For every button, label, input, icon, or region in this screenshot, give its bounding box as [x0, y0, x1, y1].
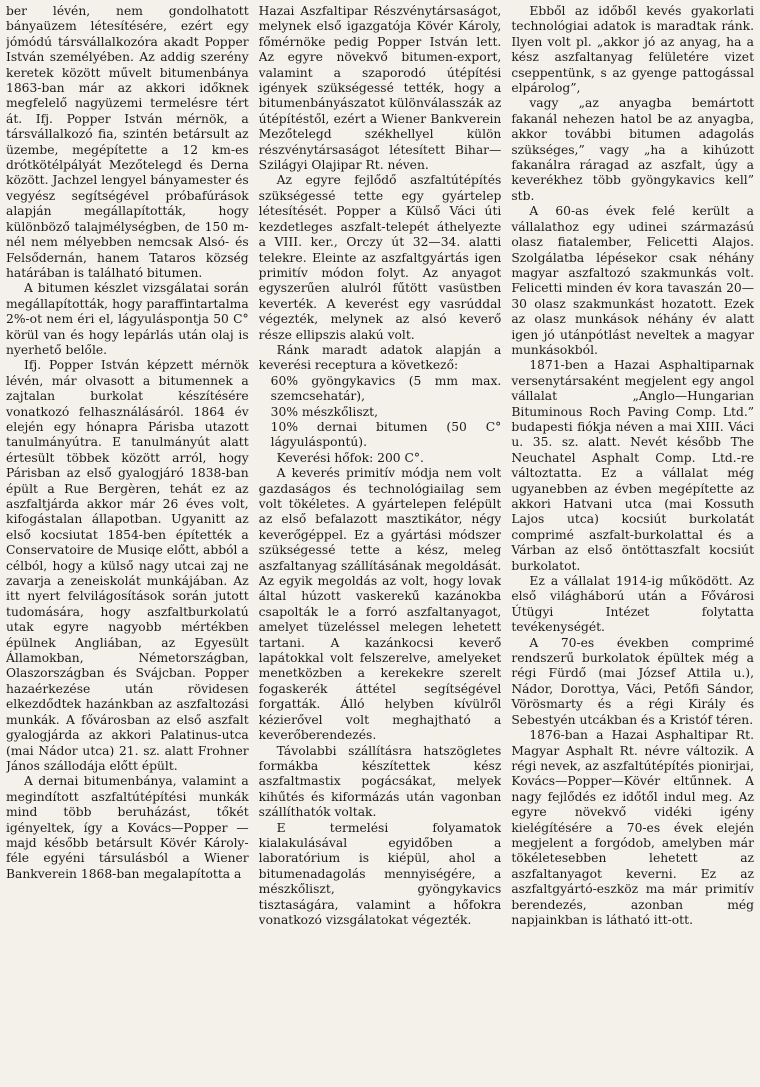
paragraph: A bitumen készlet vizsgálatai során megállapították, hogy paraffintartalma 2%-ot nem éri el, lágyuláspontja 50 C° körül van és hogy lepárlás után olaj is nyerhető belőle. — [6, 281, 249, 357]
paragraph: Ebből az időből kevés gyakorlati technológiai adatok is maradtak ránk. Ilyen volt pl. „akkor jó az anyag, ha a kész aszfaltanyag felületére vizet cseppentünk, s az gyenge pattogással elpárolog”, — [511, 4, 755, 96]
paragraph: Ránk maradt adatok alapján a keverési receptura a következő: — [258, 342, 502, 373]
text-column-3 — [511, 4, 754, 1087]
paragraph: Hazai Aszfaltipar Részvénytársaságot, melynek első igazgatója Kövér Károly, főmérnöke pedig Popper István lett. Az egyre növekvő bitumen-export, valamint a szaporodó útépítési igények szükségessé tették, hogy a bitumenbányászatot különválasszák az útépítéstől, ezért a Wiener Bankverein Mezőtelegd székhellyel külön részvénytársaságot létesített Bihar—Szilágyi Olajipar Rt. néven. — [258, 4, 502, 173]
paragraph: Ifj. Popper István képzett mérnök lévén, már olvasott a bitumennek a zajtalan burkolat készítésére vonatkozó felhasználásáról. 1864 év elején egy hónapra Párisba utazott tanulmányútra. E tanulmányút alatt értesült többek között arról, hogy Párisban az első gyalogjáró 1838-ban épült a Rue Bergèren, tehát ez az aszfaltjárda akkor már 26 éves volt, kifogástalan állapotban. Ugyanitt az első kocsiutat 1854-ben építették a Conservatoire de Musiqe előtt, abból a célból, hogy a külső nagy utcai zaj ne zavarja a zeneiskolát munkájában. Az itt nyert felvilágosítások során jutott tudomására, hogy aszfaltburkolatú utak egyre nagyobb mértékben épülnek Angliában, az Egyesült Államokban, Németországban, Olaszországban és Svájcban. Popper hazaérkezése után rövidesen elkezdődtek hazánkban az aszfaltozási munkák. A fővárosban az első aszfalt gyalogjárda az akkori Palatinus-utca (mai Nádor utca) 21. sz. alatt Frohner János szállodája előtt épült. — [6, 358, 249, 773]
paragraph: A dernai bitumenbánya, valamint a megindított aszfaltútépítési munkák mind több beruházást, tőkét igényeltek, így a Kovács—Popper — majd később betársult Kövér Károly-féle egyéni társulásból a Wiener Bankverein 1868-ban megalapította a — [6, 774, 249, 881]
paragraph: Távolabbi szállításra hatszögletes formákba készítettek kész aszfaltmastix pogácsákat, melyek kihűtés és kiformázás után vagonban szállíthatók voltak. — [258, 743, 502, 820]
paragraph: E termelési folyamatok kialakulásával egyidőben a laboratórium is kiépül, ahol a bitumenadagolás mennyiségére, a mészkőliszt, gyöngykavics tisztaságára, valamint a hőfokra vonatkozó vizsgálatokat végezték. — [258, 820, 502, 927]
paragraph: 30% mészkőliszt, — [270, 404, 378, 419]
paragraph: 10% dernai bitumen (50 C° lágyuláspontú). — [270, 419, 502, 450]
paragraph: Keverési hőfok: 200 C°. — [276, 450, 424, 465]
paragraph: Ez a vállalat 1914-ig működött. Az első világháború után a Fővárosi Útügyi Intézet folytatta tevékenységét. — [511, 574, 755, 635]
paragraph: 60% gyöngykavics (5 mm max. szemcsehatár), — [270, 373, 502, 404]
text-column-2 — [259, 4, 502, 1087]
paragraph: A 60-as évek felé került a vállalathoz egy udinei származású olasz fiatalember, Felicetti Alajos. Szolgálatba lépésekor csak néhány magyar aszfaltozó szakmunkás volt. Felicetti minden év kora tavaszán 20—30 olasz szakmunkást hozatott. Ezek az olasz munkások néhány év alatt igen jó utánpótlást neveltek a magyar munkásokból. — [511, 204, 755, 357]
paragraph: ber lévén, nem gondolhatott bányaüzem létesítésére, ezért egy jómódú társvállalkozóra akadt Popper István személyében. Az addig szerény keretek között művelt bitumenbánya 1863-ban már az akkori időknek megfelelő nagyüzemi termelésre tért át. Ifj. Popper István mérnök, a társvállalkozó fia, szintén betársult az üzembe, megépítette a 12 km-es drótkötélpályát Mezőtelegd és Derna között. Jachzel lengyel bányamester és vegyész segítségével próbafúrások alapján megállapították, hogy különböző talajmélységben, de 150 m-nél nem mélyebben nemcsak Alsó- és Felsődernán, hanem Tataros község határában is található bitumen. — [6, 4, 249, 280]
paragraph: 1871-ben a Hazai Asphaltiparnak versenytársaként megjelent egy angol vállalat „Anglo—Hungarian Bituminous Roch Paving Comp. Ltd.” budapesti fiókja néven a mai XIII. Váci u. 35. sz. alatt. Nevét később The Neuchatel Asphalt Comp. Ltd.-re változtatta. Ez a vállalat még ugyanebben az évben megépítette az akkori Hatvani utca (mai Kossuth Lajos utca) kocsiút burkolatát comprimé aszfalt-burkolattal és a Várban az első öntöttaszfalt kocsiút burkolatot. — [511, 358, 755, 573]
paragraph: A keverés primitív módja nem volt gazdaságos és technológiailag sem volt tökéletes. A gyártelepen felépült az első befalazott masztikátor, négy keverőgéppel. Ez a gyártási módszer szükségessé tette a kész, meleg aszfaltanyag szállításának megoldását. Az egyik megoldás az volt, hogy lovak által húzott vaskerekű kazánokba csapolták le a forró aszfaltanyagot, amelyet tüzeléssel melegen lehetett tartani. A kazánkocsi keverő lapátokkal volt felszerelve, amelyeket menetközben a kerekekre szerelt fogaskerék áttétel segítségével forgatták. Álló helyben kívülről kézierővel volt meghajtható a keverőberendezés. — [258, 466, 502, 743]
paragraph: A 70-es években comprimé rendszerű burkolatok épültek még a régi Fürdő (mai József Attila u.), Nádor, Dorottya, Váci, Petőfi Sándor, Vörösmarty és a régi Király és Sebestyén utcákban és a Kristóf téren. — [511, 635, 755, 727]
paragraph: vagy „az anyagba bemártott fakanál nehezen hatol be az anyagba, akkor további bitumen adagolás szükséges,” vagy „ha a kihúzott fakanálra ráragad az aszfalt, úgy a keverékhez több gyöngykavics kell” stb. — [511, 96, 755, 203]
paragraph: Az egyre fejlődő aszfaltútépítés szükségessé tette egy gyártelep létesítését. Popper a Külső Váci úti kezdetleges aszfalt-telepét áthelyezte a VIII. ker., Orczy út 32—34. alatti telekre. Eleinte az aszfaltgyártás igen primitív módon folyt. Az anyagot egyszerűen alulról fűtött vasüstben keverték. A keverést egy vasrúddal végezték, melynek az alsó keverő része ellipszis alakú volt. — [258, 173, 502, 342]
text-column-1 — [6, 4, 249, 1087]
paragraph: 1876-ban a Hazai Asphaltipar Rt. Magyar Asphalt Rt. névre változik. A régi nevek, az aszfaltútépítés pionirjai, Kovács—Popper—Kövér eltűnnek. A nagy fejlődés ez időtől indul meg. Az egyre növekvő vidéki igény kielégítésére a 70-es évek elején megjelent a forgódob, amelyben már tökéletesebben lehetett az aszfaltanyagot keverni. Ez az aszfaltgyártó-eszköz ma már primitív berendezés, azonban még napjainkban is látható itt-ott. — [511, 728, 755, 927]
